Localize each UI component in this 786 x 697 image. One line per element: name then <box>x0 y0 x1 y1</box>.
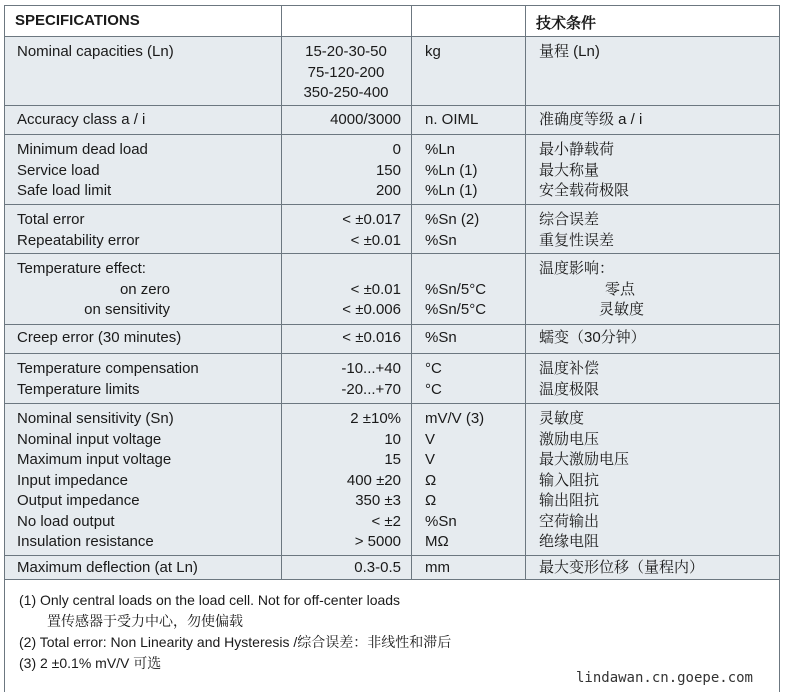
spec-label-cn: 最小静载荷 <box>539 141 615 158</box>
spec-label-cn: 温度影响： <box>539 260 615 277</box>
column-divider <box>411 325 412 354</box>
spec-unit: mm <box>425 559 450 576</box>
column-divider <box>525 37 526 106</box>
spec-label: Maximum input voltage <box>17 451 172 468</box>
watermark-url: lindawan.cn.goepe.com <box>575 670 753 686</box>
spec-label-cn: 准确度等级 a / i <box>539 111 643 128</box>
spec-label: No load output <box>17 512 115 530</box>
spec-value: 200 <box>375 182 401 199</box>
header-divider <box>281 6 282 36</box>
spec-row <box>5 36 779 106</box>
spec-label: Service load <box>17 161 100 179</box>
column-divider <box>281 135 282 205</box>
spec-label-cn-cell <box>525 556 779 580</box>
spec-value: < ±0.01 <box>350 280 401 298</box>
spec-label-cn: 量程 (Ln) <box>539 43 600 60</box>
spec-label-cn: 综合误差 <box>539 211 600 228</box>
spec-label-cn: 温度补偿 <box>539 360 600 377</box>
spec-label-cell <box>5 37 281 106</box>
spec-label: Accuracy class a / i <box>17 111 146 128</box>
spec-unit: %Sn (2) <box>425 211 480 228</box>
spec-label: Temperature compensation <box>17 360 199 377</box>
column-divider <box>281 205 282 254</box>
spec-label-cn: 零点 <box>605 280 636 298</box>
spec-unit: °C <box>425 380 442 398</box>
column-divider <box>411 354 412 404</box>
spec-row <box>5 353 779 404</box>
spec-value: 0.3-0.5 <box>354 559 401 576</box>
spec-label-cell <box>5 404 281 556</box>
spec-unit: %Sn <box>425 329 457 346</box>
column-divider <box>525 135 526 205</box>
spec-value-cell <box>281 205 411 254</box>
spec-unit-cell <box>411 135 525 205</box>
spec-unit-cell <box>411 37 525 106</box>
spec-label-cn: 温度极限 <box>539 380 600 398</box>
spec-value-cell <box>281 37 411 106</box>
spec-value-cell <box>281 325 411 354</box>
column-divider <box>525 354 526 404</box>
spec-label: on zero <box>119 280 170 298</box>
spec-value-cell <box>281 556 411 580</box>
header-divider <box>411 6 412 36</box>
spec-unit: %Sn <box>425 231 457 249</box>
spec-row <box>5 204 779 254</box>
spec-value: 15 <box>384 451 401 468</box>
spec-value: 10 <box>384 430 401 448</box>
spec-label-cn: 最大变形位移（量程内） <box>539 559 705 576</box>
spec-unit-cell <box>411 556 525 580</box>
spec-label-cn-cell <box>525 404 779 556</box>
spec-label: Insulation resistance <box>17 533 154 550</box>
spec-unit: mV/V (3) <box>425 410 485 427</box>
spec-label-cn-cell <box>525 254 779 325</box>
spec-value: -10...+40 <box>341 360 401 377</box>
spec-unit-cell <box>411 254 525 325</box>
spec-value: < ±0.006 <box>342 301 401 318</box>
column-divider <box>281 556 282 580</box>
spec-unit-cell <box>411 205 525 254</box>
spec-label: Creep error (30 minutes) <box>17 329 182 346</box>
spec-label: Repeatability error <box>17 231 140 249</box>
spec-unit-cell <box>411 325 525 354</box>
column-divider <box>411 205 412 254</box>
spec-value: < ±0.016 <box>342 329 401 346</box>
spec-unit: %Ln <box>425 141 456 158</box>
spec-value: 15-20-30-50 <box>305 43 387 60</box>
spec-label-cn: 安全载荷极限 <box>539 182 630 199</box>
spec-label-cn: 绝缘电阻 <box>539 533 600 550</box>
spec-label-cn: 最大称量 <box>539 161 600 179</box>
spec-label: Maximum deflection (at Ln) <box>17 559 198 576</box>
spec-unit: %Ln (1) <box>425 161 478 179</box>
header-blank-unit <box>412 6 525 36</box>
spec-value: 400 ±20 <box>346 471 401 489</box>
spec-value-cell <box>281 404 411 556</box>
spec-label-cell <box>5 354 281 404</box>
spec-label: Output impedance <box>17 492 140 509</box>
spec-label-cell <box>5 205 281 254</box>
spec-value: 0 <box>392 141 401 158</box>
spec-label-cn-cell <box>525 135 779 205</box>
spec-row <box>5 324 779 354</box>
spec-unit: n. OIML <box>425 111 479 128</box>
spec-unit: V <box>425 430 436 448</box>
spec-unit: %Sn/5°C <box>425 301 487 318</box>
spec-value-cell <box>281 254 411 325</box>
spec-label-cn: 激励电压 <box>539 430 600 448</box>
header-title-cn: 技术条件 <box>526 6 779 36</box>
header-divider <box>525 6 526 36</box>
footnote-1-cn: 置传感器于受力中心，勿使偏载 <box>47 613 243 629</box>
spec-label-cn: 蠕变（30分钟） <box>539 329 646 346</box>
spec-label-cell <box>5 254 281 325</box>
column-divider <box>411 37 412 106</box>
spec-label-cn-cell <box>525 205 779 254</box>
spec-row <box>5 253 779 325</box>
spec-value: < ±0.01 <box>350 231 401 249</box>
spec-value: < ±0.017 <box>342 211 401 228</box>
spec-unit: V <box>425 451 436 468</box>
spec-unit: °C <box>425 360 442 377</box>
spec-unit: kg <box>425 43 441 60</box>
spec-label-cell <box>5 135 281 205</box>
spec-label-cn: 最大激励电压 <box>539 451 630 468</box>
spec-label-cn: 输入阻抗 <box>539 471 600 489</box>
spec-value-cell <box>281 135 411 205</box>
spec-unit-cell <box>411 354 525 404</box>
header-title: SPECIFICATIONS <box>5 6 281 36</box>
spec-value: 350-250-400 <box>303 84 389 101</box>
column-divider <box>411 135 412 205</box>
spec-value-cell <box>281 354 411 404</box>
spec-label: Safe load limit <box>17 182 112 199</box>
footnote-1: (1) Only central loads on the load cell. Not for off-center loads <box>19 592 401 608</box>
spec-value-cell <box>281 106 411 135</box>
spec-label-cn: 重复性误差 <box>539 231 615 249</box>
spec-label: Nominal sensitivity (Sn) <box>17 410 174 427</box>
spec-label: Temperature effect: <box>17 260 146 277</box>
spec-value: 75-120-200 <box>307 63 385 81</box>
spec-value: 4000/3000 <box>330 111 401 128</box>
spec-unit: Ω <box>425 492 437 509</box>
spec-unit: MΩ <box>425 533 449 550</box>
column-divider <box>411 404 412 556</box>
spec-unit: %Sn/5°C <box>425 280 487 298</box>
spec-label: Total error <box>17 211 85 228</box>
column-divider <box>281 106 282 135</box>
spec-unit: %Sn <box>425 512 457 530</box>
column-divider <box>525 106 526 135</box>
spec-value: 150 <box>375 161 401 179</box>
spec-label-cn-cell <box>525 354 779 404</box>
spec-label-cell <box>5 556 281 580</box>
spec-label-cn: 灵敏度 <box>599 301 645 318</box>
spec-unit-cell <box>411 404 525 556</box>
footnote-3: (3) 2 ±0.1% mV/V 可选 <box>19 655 162 671</box>
spec-value: > 5000 <box>354 533 401 550</box>
column-divider <box>525 556 526 580</box>
spec-row <box>5 105 779 135</box>
spec-label: Input impedance <box>17 471 128 489</box>
column-divider <box>281 254 282 325</box>
footnote-2: (2) Total error: Non Linearity and Hysteresis /综合误差：非线性和滞后 <box>19 634 452 650</box>
spec-label-cn-cell <box>525 37 779 106</box>
spec-unit-cell <box>411 106 525 135</box>
spec-label: Minimum dead load <box>17 141 148 158</box>
spec-label-cn: 输出阻抗 <box>539 492 600 509</box>
spec-label-cell <box>5 106 281 135</box>
spec-label: on sensitivity <box>84 301 170 318</box>
column-divider <box>281 354 282 404</box>
column-divider <box>525 254 526 325</box>
spec-value: 350 ±3 <box>355 492 401 509</box>
spec-label: Nominal input voltage <box>17 430 162 448</box>
spec-row <box>5 555 779 580</box>
header-blank-value <box>282 6 411 36</box>
spec-table <box>4 5 780 692</box>
spec-value: -20...+70 <box>341 380 401 398</box>
spec-label: Temperature limits <box>17 380 140 398</box>
spec-label-cn: 空荷输出 <box>539 512 600 530</box>
column-divider <box>525 205 526 254</box>
column-divider <box>281 325 282 354</box>
column-divider <box>525 325 526 354</box>
column-divider <box>411 556 412 580</box>
spec-value: < ±2 <box>371 512 401 530</box>
column-divider <box>281 37 282 106</box>
spec-label-cn-cell <box>525 106 779 135</box>
footnotes <box>5 579 779 692</box>
column-divider <box>411 106 412 135</box>
spec-value: 2 ±10% <box>350 410 401 427</box>
spec-label: Nominal capacities (Ln) <box>17 43 174 60</box>
spec-unit: Ω <box>425 471 437 489</box>
column-divider <box>525 404 526 556</box>
spec-row <box>5 134 779 205</box>
spec-label-cell <box>5 325 281 354</box>
spec-unit: %Ln (1) <box>425 182 478 199</box>
column-divider <box>411 254 412 325</box>
spec-label-cn-cell <box>525 325 779 354</box>
column-divider <box>281 404 282 556</box>
spec-label-cn: 灵敏度 <box>539 410 585 427</box>
spec-row <box>5 403 779 556</box>
